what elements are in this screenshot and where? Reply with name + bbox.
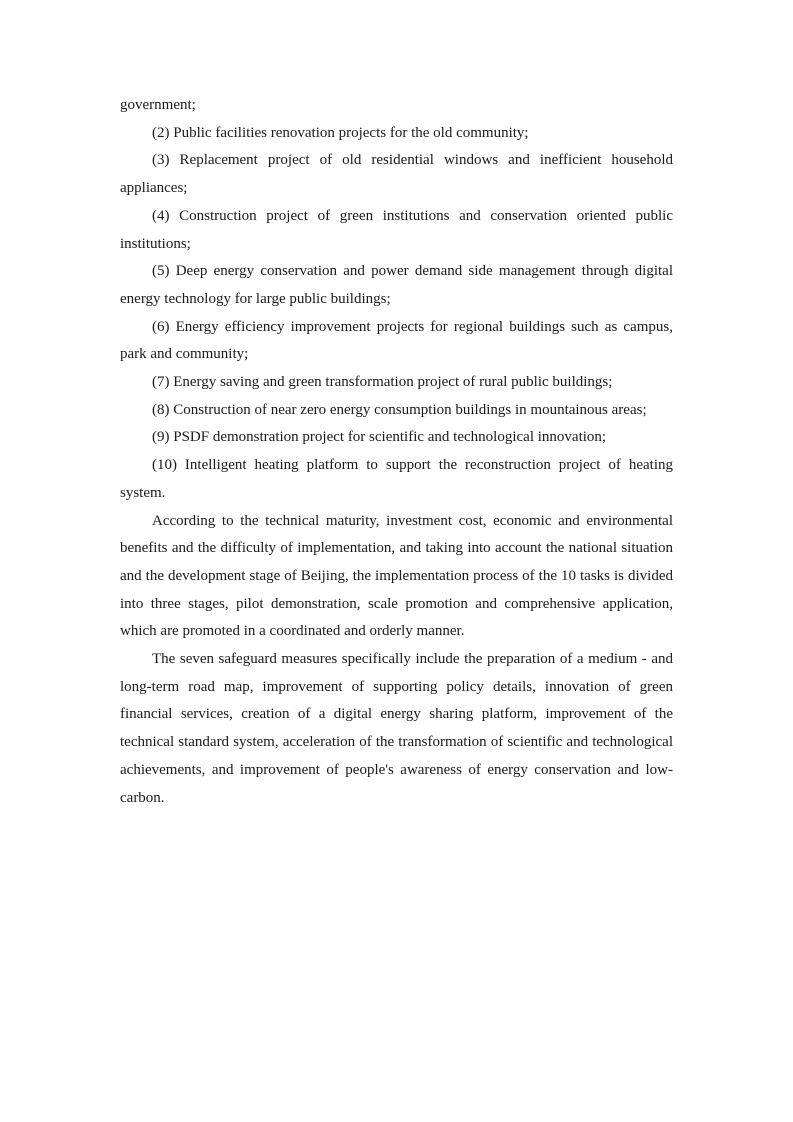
list-item-6: (6) Energy efficiency improvement projects for regional buildings such as campus, park and community; xyxy=(120,318,673,363)
list-item-2: (2) Public facilities renovation projects for the old community; xyxy=(152,124,529,141)
list-item-3: (3) Replacement project of old residential windows and inefficient household appliances; xyxy=(120,152,673,197)
continuation-line: government; xyxy=(120,97,196,113)
body-text xyxy=(120,92,673,812)
list-item-8: (8) Construction of near zero energy consumption buildings in mountainous areas; xyxy=(152,401,647,418)
paragraph-safeguard-measures: The seven safeguard measures specifically include the preparation of a medium - and long-term road map, improvement of supporting policy details, innovation of green financial services, creation of a digital energy sharing platform, improvement of the technical standard system, acceleration of the transformation of scientific and technological achievements, and improvement of people's awareness of energy conservation and low-carbon. xyxy=(120,651,673,806)
list-item-5: (5) Deep energy conservation and power demand side management through digital energy technology for large public buildings; xyxy=(120,263,673,307)
list-item-7: (7) Energy saving and green transformation project of rural public buildings; xyxy=(152,374,613,391)
list-item-4: (4) Construction project of green institutions and conservation oriented public institutions; xyxy=(120,207,673,252)
paragraph-implementation-stages: According to the technical maturity, investment cost, economic and environmental benefits and the difficulty of implementation, and taking into account the national situation and the development stage of Beijing, the implementation process of the 10 tasks is divided into three stages, pilot demonstration, scale promotion and comprehensive application, which are promoted in a coordinated and orderly manner. xyxy=(120,512,673,640)
list-item-9: (9) PSDF demonstration project for scientific and technological innovation; xyxy=(152,429,607,446)
list-item-10: (10) Intelligent heating platform to support the reconstruction project of heating system. xyxy=(120,457,673,501)
